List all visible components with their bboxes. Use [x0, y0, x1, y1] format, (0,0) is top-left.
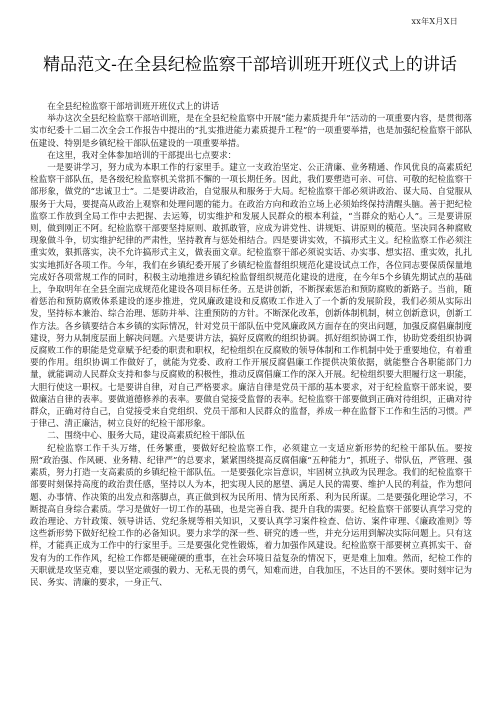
body-paragraph: 在这里，我对全体参加培训的干部提出七点要求：: [47, 150, 237, 161]
document-title: 精品范文-在全县纪检监察干部培训班开班仪式上的讲话: [43, 55, 457, 75]
body-paragraph: 在全县纪检监察干部培训班开班仪式上的讲话: [47, 102, 220, 112]
body-paragraph: 纪检监察工作千头万绪，任务繁重，要做好纪检监察工作，必须建立一支适应新形势的纪检干部队伍。要按照“政治强、作风硬、业务精、纪律严”的总要求，紧紧围绕提高反腐倡廉“五种能力”，抓班子、带队伍，严管理、强素质，努力打造一支高素质的乡镇纪检干部队伍。一是要强化宗旨意识，牢固树立执政为民理念。我们的纪检监察干部要时刻保持高度的政治责任感，坚持以人为本，把实现人民的愿望、满足人民的需要、维护人民的利益，作为想问题、办事情、作决策的出发点和落脚点，真正做到权为民所用、情为民所系、利为民所谋。二是要强化理论学习，不断提高自身综合素质。学习是做好一切工作的基础，也是完善自我、提升自我的需要。纪检监察干部要认真学习党的政治理论、方针政策、领导讲话、党纪条规等相关知识，又要认真学习案件检查、信访、案件审理、《廉政准则》等这些新形势下做好纪检工作的必备知识。要力求学的深一些、研究的透一些，并充分运用到解决实际问题上。只有这样，才能真正成为工作中的行家里手。三是要强化党性锻炼，着力加强作风建设。纪检监察干部要树立真抓实干、奋发有为的工作作风，纪检工作都是硬碰硬的重事，在社会环境日益复杂的情况下，更是难上加难。然而，纪检工作的天职就是攻坚克难，要以坚定顽强的毅力、无私无畏的勇气，知难而进，自我加压，不达目的不罢休。要时刻牢记为民、务实、清廉的要求，一身正气、: [30, 443, 472, 588]
body-paragraph: 一是要讲学习，努力成为本职工作的行家里手。建立一支政治坚定、公正清廉、业务精通、作风优良的高素质纪检监察干部队伍，是各级纪检监察机关常抓不懈的一项长期任务。因此，我们要塑造可亲、可信、可敬的纪检监察干部形象，做党的“忠诚卫士”。二是要讲政治，自觉服从和服务于大局。纪检监察干部必须讲政治、谋大局、自觉服从服务于大局，要提高从政治上观察和处理问题的能力。在政治方向和政治立场上必须始终保持清醒头脑。善于把纪检监察工作放到全局工作中去把握、去运筹，切实维护和发展人民群众的根本利益，“当群众的贴心人”。三是要讲原则，做到刚正不阿。纪检监察干部要坚持原则、敢抓敢管，应成为讲党性、讲规矩、讲原则的模范。坚决同各种腐败现象做斗争，切实维护纪律的严肃性，坚持教育与惩处相结合。四是要讲实效，不搞形式主义。纪检监察工作必须注重实效，狠抓落实，决不允许搞形式主义，做表面文章。纪检监察干部必须说实话、办实事、想实招、重实效，扎扎实实地抓好各项工作。今年，我们在乡镇纪委开展了乡镇纪检监督组织规范化建设试点工作，各位同志要保质保量地完成好各项常规工作的同时，积极主动地推进乡镇纪检监督组织规范化建设的进度，在今年5个乡镇先期试点的基础上，争取明年在全县全面完成规范化建设各项目标任务。五是讲创新，不断探索惩治和预防腐败的新路子。当前，随着惩治和预防腐败体系建设的逐步推进，党风廉政建设和反腐败工作进入了一个新的发展阶段，我们必须从实际出发，坚持标本兼治、综合治理、惩防并举、注重预防的方针。不断深化改革，创新体制机制，树立创新意识，创新工作方法。各乡镇要结合本乡镇的实际情况，针对党员干部队伍中党风廉政风方面存在的突出问题，加强反腐倡廉制度建设，努力从制度层面上解决问题。六是要讲方法，搞好反腐败的组织协调。抓好组织协调工作，协助党委组织协调反腐败工作的职能是党章赋予纪委的职责和职权，纪检组织在反腐败的领导体制和工作机制中处于重要地位，有着重要的作用。组织协调工作做好了，就能为党委、政府工作开展反腐倡廉工作提供决策依据，就能整合各职能部门力量，就能调动人民群众支持和参与反腐败的积极性，推动反腐倡廉工作的深入开展。纪检组织要大胆履行这一职能，大胆行使这一职权。七是要讲自律，对自己严格要求。廉洁自律是党员干部的基本要求，对于纪检监察干部来说，要做廉洁自律的表率。要做道德修养的表率。要做自觉接受监督的表率。纪检监察干部要做到正确对待组织，正确对待群众，正确对待自己，自觉接受来自党组织、党员干部和人民群众的监督，养成一种在监督下工作和生活的习惯。严于律己、清正廉洁，树立良好的纪检干部形象。: [30, 163, 472, 430]
document-date: xx年X月X日: [411, 17, 458, 26]
document-body: [30, 101, 472, 589]
body-paragraph: 举办这次全县纪检监察干部培训班，是在全县纪检监察中开展“能力素质提升年”活动的一项重要内容，是贯彻落实市纪委十二届二次全会工作报告中提出的“扎实推进能力素质提升工程”的一项重要举措，也是加强纪检监察干部队伍建设、特别是乡镇纪检干部队伍建设的一项重要举措。: [30, 114, 472, 149]
section-heading: 二、围绕中心、服务大局，建设高素质纪检干部队伍: [47, 431, 245, 442]
